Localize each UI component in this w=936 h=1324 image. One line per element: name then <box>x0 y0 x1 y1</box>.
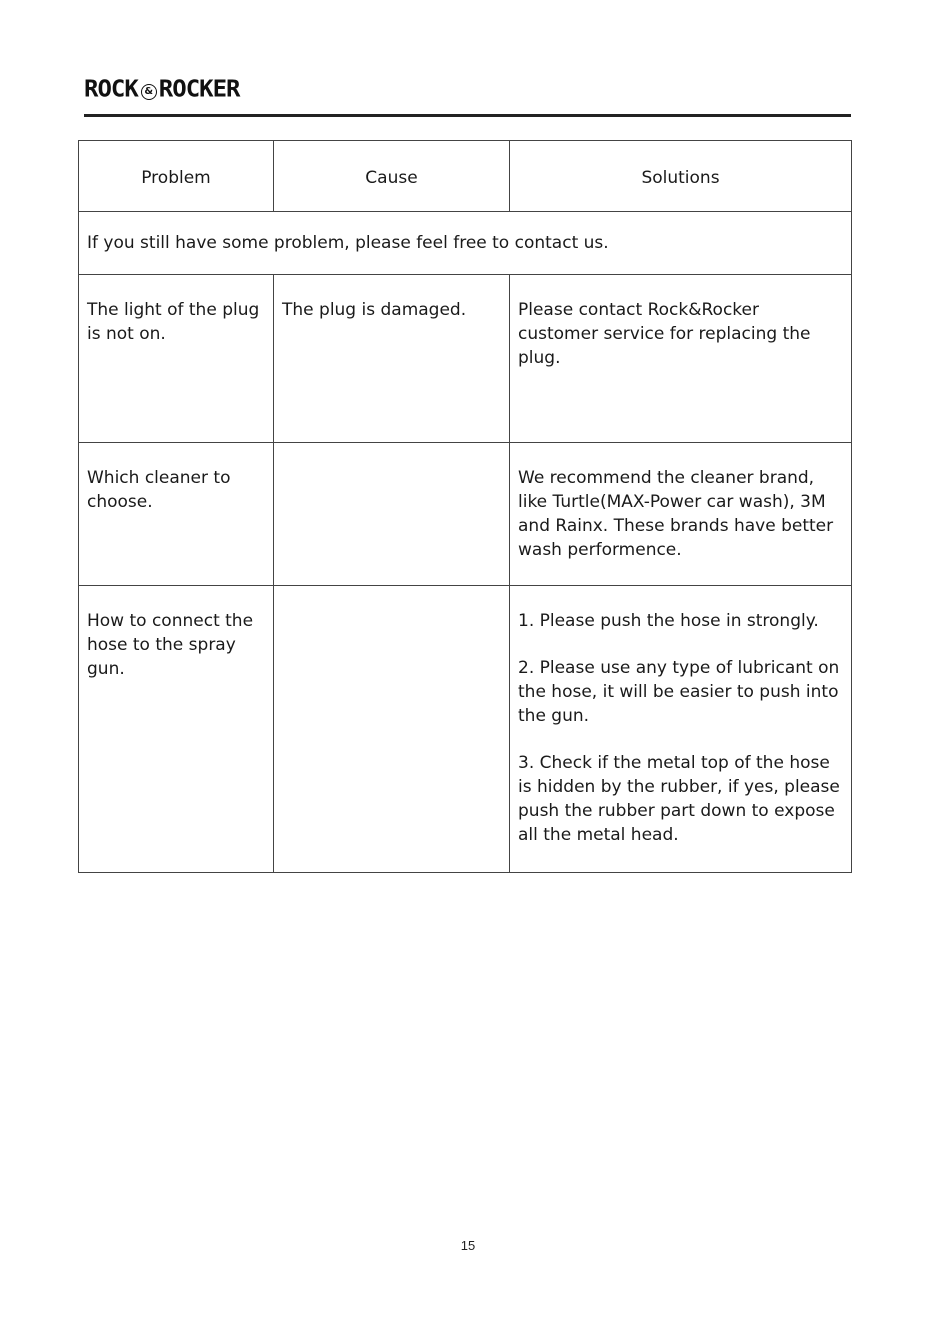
header-solutions: Solutions <box>510 141 852 212</box>
table-row <box>79 586 852 873</box>
solution-text: Please contact Rock&Rocker customer service for replacing the plug. <box>518 300 811 368</box>
solution-step-1: 1. Please push the hose in strongly. <box>518 611 819 631</box>
cause-text <box>274 443 509 466</box>
contact-note-row <box>79 212 852 275</box>
table-row <box>79 443 852 586</box>
cause-text <box>274 586 509 609</box>
cause-cell <box>274 443 510 586</box>
brand-logo-word-right: ROCKER <box>158 75 240 103</box>
problem-text: The light of the plug is not on. <box>87 300 260 344</box>
solution-cell <box>510 443 852 586</box>
solution-step-2: 2. Please use any type of lubricant on the hose, it will be easier to push into the gun. <box>518 658 840 726</box>
cause-cell <box>274 586 510 873</box>
brand-logo-ampersand: & <box>141 84 157 100</box>
problem-text: Which cleaner to choose. <box>87 468 231 512</box>
solution-cell <box>510 586 852 873</box>
problem-text: How to connect the hose to the spray gun. <box>87 611 254 679</box>
solution-step-3: 3. Check if the metal top of the hose is hidden by the rubber, if yes, please push the rubber part down to expose all the metal head. <box>518 753 840 845</box>
solution-text: We recommend the cleaner brand, like Turtle(MAX-Power car wash), 3M and Rainx. These brands have better wash performence. <box>518 468 834 560</box>
contact-note: If you still have some problem, please feel free to contact us. <box>79 212 852 275</box>
page-number: 15 <box>460 1238 476 1253</box>
cause-cell <box>274 275 510 443</box>
table-header-row <box>79 141 852 212</box>
problem-cell <box>79 443 274 586</box>
header-cause: Cause <box>274 141 510 212</box>
table-row <box>79 275 852 443</box>
problem-cell <box>79 586 274 873</box>
troubleshooting-table <box>78 140 852 873</box>
header-rule <box>84 114 851 117</box>
header-problem: Problem <box>79 141 274 212</box>
cause-text: The plug is damaged. <box>282 300 467 320</box>
problem-cell <box>79 275 274 443</box>
brand-logo-word-left: ROCK <box>84 75 138 103</box>
brand-logo <box>84 76 240 102</box>
solution-cell <box>510 275 852 443</box>
